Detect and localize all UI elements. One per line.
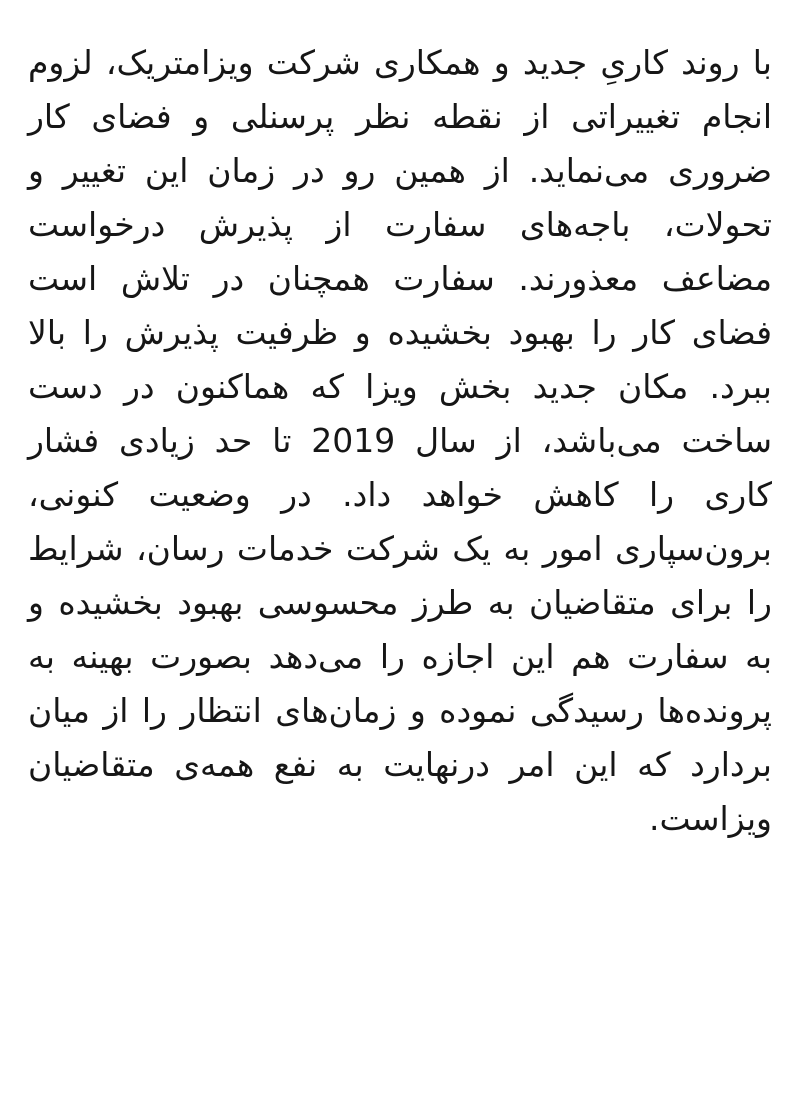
text-line: به سفارت هم این اجازه را می‌دهد بصورت بهینه به [28, 637, 772, 676]
text-line: برون‌سپاری امور به یک شرکت خدمات رسان، شرایط [28, 529, 772, 568]
text-line: کاری را کاهش خواهد داد. در وضعیت کنونی، [28, 475, 772, 514]
text-line: مضاعف معذورند. سفارت همچنان در تلاش است [28, 259, 772, 298]
text-line-last: ویزاست. [648, 799, 772, 838]
text-line: با روند کاریِ جدید و همکاری شرکت ویزامتریک، لزوم [28, 43, 772, 82]
announcement-paragraph [28, 36, 772, 846]
text-line: پرونده‌ها رسیدگی نموده و زمان‌های انتظار را از میان [28, 691, 772, 730]
text-line: ساخت می‌باشد، از سال 2019 تا حد زیادی فشار [28, 421, 772, 460]
text-line: بردارد که این امر درنهایت به نفع همه‌ی متقاضیان [28, 745, 772, 784]
text-line: انجام تغییراتی از نقطه نظر پرسنلی و فضای کار [28, 97, 772, 136]
text-line: ضروری می‌نماید. از همین رو در زمان این تغییر و [28, 151, 772, 190]
text-line: فضای کار را بهبود بخشیده و ظرفیت پذیرش را بالا [28, 313, 772, 352]
text-line: تحولات، باجه‌های سفارت از پذیرش درخواست [28, 205, 772, 244]
text-line: ببرد. مکان جدید بخش ویزا که هماکنون در دست [28, 367, 772, 406]
text-line: را برای متقاضیان به طرز محسوسی بهبود بخشیده و [28, 583, 772, 622]
